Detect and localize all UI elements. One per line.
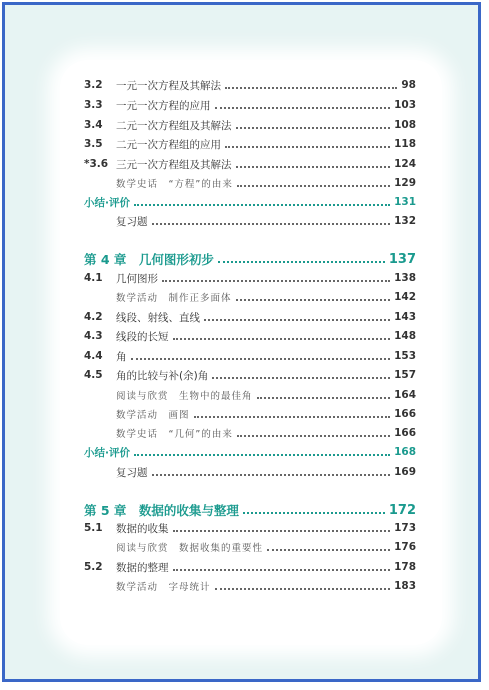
toc-row[interactable] <box>84 424 416 442</box>
toc-summary-row[interactable] <box>84 443 416 461</box>
page-number: 168 <box>394 446 416 458</box>
dot-leader <box>237 433 390 437</box>
toc-row[interactable] <box>84 538 416 556</box>
section-number: 4.3 <box>84 330 103 342</box>
page-number: 137 <box>388 251 416 267</box>
toc-row[interactable] <box>84 366 416 384</box>
toc-row[interactable] <box>84 577 416 595</box>
page-number: 172 <box>388 502 416 518</box>
section-title: 第 4 章 几何图形初步 <box>84 252 214 267</box>
section-number: *3.6 <box>84 158 109 170</box>
section-title: 线段、射线、直线 <box>116 311 200 324</box>
section-title: 复习题 <box>116 215 148 228</box>
dot-leader <box>236 297 391 301</box>
section-title: 数学史话 “方程”的由来 <box>116 179 233 190</box>
toc-row[interactable] <box>84 347 416 365</box>
dot-leader <box>236 125 391 129</box>
section-title: 数学活动 画图 <box>116 410 190 421</box>
section-number: 5.1 <box>84 522 103 534</box>
page-number: 166 <box>394 408 416 420</box>
dot-leader <box>152 472 391 476</box>
page-number: 132 <box>394 215 416 227</box>
section-number: 3.4 <box>84 119 103 131</box>
dot-leader <box>212 375 390 379</box>
toc-page <box>60 60 442 645</box>
page-number: 103 <box>394 99 416 111</box>
dot-leader <box>134 452 390 456</box>
section-title: 一元一次方程的应用 <box>116 99 211 112</box>
toc-row[interactable] <box>84 327 416 345</box>
page-number: 173 <box>394 522 416 534</box>
section-title: 小结·评价 <box>84 446 130 459</box>
section-title: 阅读与欣赏 数据收集的重要性 <box>116 543 264 554</box>
section-title: 数据的收集 <box>116 522 169 535</box>
section-title: 二元一次方程组的应用 <box>116 138 221 151</box>
toc-row[interactable] <box>84 116 416 134</box>
page-number: 124 <box>394 158 416 170</box>
page-number: 108 <box>394 119 416 131</box>
dot-leader <box>257 395 391 399</box>
dot-leader <box>215 586 391 590</box>
toc-row[interactable] <box>84 96 416 114</box>
section-title: 三元一次方程组及其解法 <box>116 158 232 171</box>
section-title: 几何图形 <box>116 272 158 285</box>
toc-row[interactable] <box>84 405 416 423</box>
page-number: 164 <box>394 389 416 401</box>
page-number: 176 <box>394 541 416 553</box>
dot-leader <box>134 202 390 206</box>
page-number: 169 <box>394 466 416 478</box>
section-title: 二元一次方程组及其解法 <box>116 119 232 132</box>
section-title: 角 <box>116 350 127 363</box>
section-title: 数据的整理 <box>116 561 169 574</box>
toc-row[interactable] <box>84 288 416 306</box>
page-number: 153 <box>394 350 416 362</box>
page-number: 138 <box>394 272 416 284</box>
toc-row[interactable] <box>84 76 416 94</box>
page-number: 166 <box>394 427 416 439</box>
section-title: 小结·评价 <box>84 196 130 209</box>
dot-leader <box>237 183 390 187</box>
dot-leader <box>225 144 390 148</box>
section-title: 第 5 章 数据的收集与整理 <box>84 503 239 518</box>
page-number: 148 <box>394 330 416 342</box>
page-number: 131 <box>394 196 416 208</box>
section-title: 角的比较与补(余)角 <box>116 369 209 382</box>
toc-row[interactable] <box>84 519 416 537</box>
dot-leader <box>218 259 385 263</box>
toc-row[interactable] <box>84 155 416 173</box>
page-number: 98 <box>401 79 416 91</box>
toc-row[interactable] <box>84 463 416 481</box>
toc-row[interactable] <box>84 212 416 230</box>
section-title: 数学史话 “几何”的由来 <box>116 429 233 440</box>
toc-row[interactable] <box>84 269 416 287</box>
page-number: 118 <box>394 138 416 150</box>
dot-leader <box>236 164 391 168</box>
section-title: 一元一次方程及其解法 <box>116 79 221 92</box>
dot-leader <box>267 547 390 551</box>
section-title: 数学活动 字母统计 <box>116 582 211 593</box>
section-number: 3.3 <box>84 99 103 111</box>
section-title: 复习题 <box>116 466 148 479</box>
section-number: 3.5 <box>84 138 103 150</box>
section-number: 3.2 <box>84 79 103 91</box>
section-number: 4.5 <box>84 369 103 381</box>
page-number: 157 <box>394 369 416 381</box>
page-frame <box>2 2 481 682</box>
page-number: 178 <box>394 561 416 573</box>
section-number: 4.1 <box>84 272 103 284</box>
toc-row[interactable] <box>84 558 416 576</box>
dot-leader <box>173 336 391 340</box>
dot-leader <box>243 510 385 514</box>
section-number: 5.2 <box>84 561 103 573</box>
section-title: 阅读与欣赏 生物中的最佳角 <box>116 391 253 402</box>
dot-leader <box>194 414 391 418</box>
dot-leader <box>152 221 391 225</box>
dot-leader <box>173 567 391 571</box>
toc-row[interactable] <box>84 386 416 404</box>
page-number: 183 <box>394 580 416 592</box>
section-number: 4.4 <box>84 350 103 362</box>
page-number: 129 <box>394 177 416 189</box>
toc-row[interactable] <box>84 174 416 192</box>
dot-leader <box>162 278 390 282</box>
page-number: 142 <box>394 291 416 303</box>
page-number: 143 <box>394 311 416 323</box>
dot-leader <box>204 317 390 321</box>
toc-row[interactable] <box>84 135 416 153</box>
dot-leader <box>131 356 391 360</box>
toc-row[interactable] <box>84 308 416 326</box>
toc-chapter-row[interactable] <box>84 499 416 521</box>
dot-leader <box>215 105 391 109</box>
section-number: 4.2 <box>84 311 103 323</box>
toc-summary-row[interactable] <box>84 193 416 211</box>
dot-leader <box>173 528 391 532</box>
toc-chapter-row[interactable] <box>84 248 416 270</box>
section-title: 数学活动 制作正多面体 <box>116 293 232 304</box>
section-title: 线段的长短 <box>116 330 169 343</box>
dot-leader <box>225 85 397 89</box>
